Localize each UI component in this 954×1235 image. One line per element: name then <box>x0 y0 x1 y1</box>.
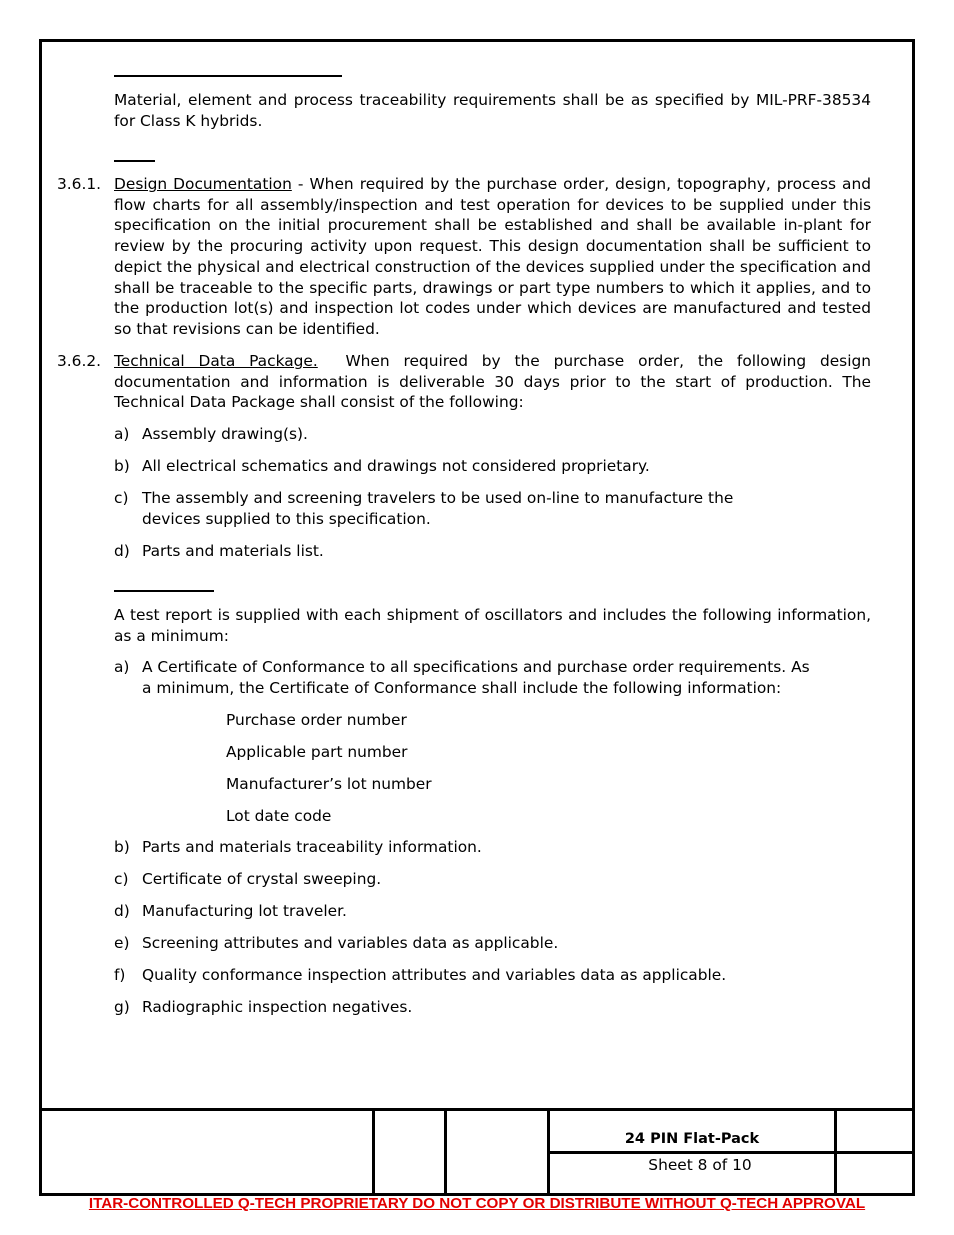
list-item <box>114 869 814 890</box>
list-marker: c) <box>114 870 129 888</box>
sub-item: Lot date code <box>226 807 332 825</box>
title-block <box>42 1108 912 1193</box>
sub-item: Manufacturer’s lot number <box>226 775 432 793</box>
heading-rule <box>114 75 342 77</box>
section-3-6-2 <box>57 351 876 413</box>
heading-rule <box>114 160 155 162</box>
list-marker: b) <box>114 838 130 856</box>
list-item <box>114 424 814 445</box>
sub-item: Applicable part number <box>226 743 408 761</box>
section-body <box>114 174 871 340</box>
list-item <box>114 997 814 1018</box>
list-text: The assembly and screening travelers to be used on-line to manufacture the devices supplied to this specification. <box>142 489 734 528</box>
list-marker: c) <box>114 489 129 507</box>
sub-item: Purchase order number <box>226 711 407 729</box>
list-text: Certificate of crystal sweeping. <box>142 870 382 888</box>
section-heading: Technical Data Package. <box>114 352 318 370</box>
list-text: Quality conformance inspection attributes and variables data as applicable. <box>142 966 727 984</box>
list-item <box>114 541 814 562</box>
list-text: Manufacturing lot traveler. <box>142 902 347 920</box>
itar-notice: ITAR-CONTROLLED Q-TECH PROPRIETARY DO NOT COPY OR DISTRIBUTE WITHOUT Q-TECH APPROVAL <box>88 1195 866 1212</box>
list-text: All electrical schematics and drawings not considered proprietary. <box>142 457 650 475</box>
section-heading: Design Documentation <box>114 175 292 193</box>
title-block-divider <box>444 1111 447 1193</box>
list-marker: d) <box>114 542 130 560</box>
list-marker: b) <box>114 457 130 475</box>
list-item <box>114 456 814 477</box>
list-marker: g) <box>114 998 130 1016</box>
title-block-divider <box>372 1111 375 1193</box>
list-marker: a) <box>114 658 130 676</box>
list-item <box>114 933 814 954</box>
page-frame <box>39 39 915 1196</box>
section-number: 3.6.2. <box>57 352 102 370</box>
product-title: 24 PIN Flat-Pack <box>624 1131 760 1147</box>
sheet-number: Sheet 8 of 10 <box>648 1156 752 1174</box>
section-text: When required by the purchase order, the following design documentation and information is deliverable 30 days prior to the start of production. The Technical Data Package shall consist of the following: <box>114 352 876 412</box>
title-block-row-divider <box>547 1151 912 1154</box>
list-text: Parts and materials list. <box>142 542 324 560</box>
section-3-6-1 <box>57 174 871 340</box>
list-text: A Certificate of Conformance to all specifications and purchase order requirements. As a minimum, the Certificate of Conformance shall include the following information: <box>142 658 810 697</box>
traceability-paragraph: Material, element and process traceability requirements shall be as specified by MIL-PRF-38534 for Class K hybrids. <box>114 91 871 130</box>
section-body <box>114 351 876 413</box>
list-item <box>114 488 794 529</box>
list-marker: a) <box>114 425 130 443</box>
list-marker: f) <box>114 966 126 984</box>
section-text: - When required by the purchase order, design, topography, process and flow charts for all assembly/inspection and test operation for devices to be supplied under this specification on the initial procurement shall be established and shall be available in-plant for review by the procuring activity upon request. This design documentation shall be sufficient to depict the physical and electrical construction of the devices supplied under the specification and shall be traceable to the specific parts, drawings or part type numbers to which it applies, and to the production lot(s) and inspection lot codes under which devices are manufactured and tested so that revisions can be identified. <box>114 175 871 338</box>
list-text: Screening attributes and variables data as applicable. <box>142 934 559 952</box>
section-number: 3.6.1. <box>57 175 102 193</box>
list-text: Radiographic inspection negatives. <box>142 998 413 1016</box>
list-text: Assembly drawing(s). <box>142 425 308 443</box>
test-report-intro: A test report is supplied with each shipment of oscillators and includes the following information, as a minimum: <box>114 606 871 645</box>
list-item <box>114 837 814 858</box>
list-marker: d) <box>114 902 130 920</box>
list-text: Parts and materials traceability information. <box>142 838 482 856</box>
list-item <box>114 965 854 986</box>
list-marker: e) <box>114 934 130 952</box>
list-item <box>114 657 814 698</box>
heading-rule <box>114 590 214 592</box>
list-item <box>114 901 814 922</box>
